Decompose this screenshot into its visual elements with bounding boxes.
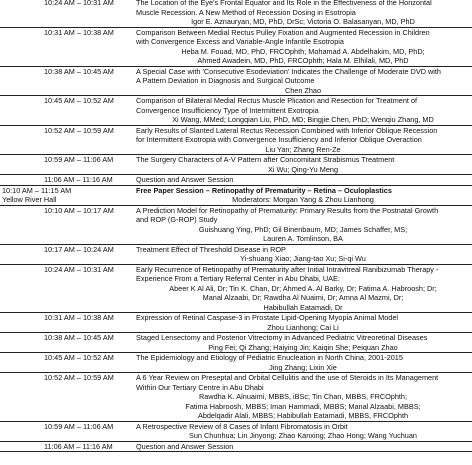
presentation-title: Staged Lensectomy and Posterior Vitrectomy in Advanced Pediatric Vitreoretinal Diseases [136, 333, 428, 342]
presentation [136, 313, 470, 332]
time-slot: 10:24 AM – 10:31 AM [44, 264, 114, 274]
authors: Zhou Lianhong; Cai Li [267, 322, 339, 332]
program-row [0, 206, 472, 245]
presentation-title: The Location of the Eye's Frontal Equator and Its Role in the Effectiveness of the Horizontal Muscle Recession. A New Method of Recession Dosing in Esotropia [136, 0, 432, 17]
presentation-title: Question and Answer Session [136, 441, 234, 451]
presentation [136, 96, 470, 125]
program-row [0, 245, 472, 265]
time-slot: 10:17 AM – 10:24 AM [44, 244, 114, 254]
presentation-title: Question and Answer Session [136, 175, 234, 184]
program-row [0, 422, 472, 442]
presentation-title: Expression of Retinal Caspase-3 in Prostate Lipid-Opening Myopia Animal Model [136, 313, 399, 322]
time-slot: 10:24 AM – 10:31 AM [44, 0, 114, 7]
program-row [0, 353, 472, 373]
presentation-title: The Surgery Characters of A-V Pattern after Concomitant Strabismus Treatment [136, 155, 395, 164]
presentation-title: A Special Case with 'Consecutive Esodeviation' Indicates the Challenge of Moderate DVD with A Pattern Deviation in Diagnosis and Surgical Outcome [136, 66, 441, 85]
time-slot: 10:45 AM – 10:52 AM [44, 353, 114, 362]
time-slot: 10:10 AM – 11:15 AM [2, 185, 72, 195]
presentation [136, 373, 470, 421]
presentation [136, 67, 470, 96]
program-row [0, 333, 472, 353]
presentation [136, 175, 470, 185]
presentation-title: Comparison of Bilateral Medial Rectus Muscle Plication and Resection for Treatment of Convergence Insufficiency Type of Intermittent Exotropia [136, 96, 418, 115]
presentation [136, 442, 470, 452]
presentation [136, 245, 470, 264]
authors: Sun Chunhua; Lin Jinyong; Zhao Kanxing; Zhao Hong; Wang Yuchuan [189, 431, 417, 440]
time-slot: 10:10 AM – 10:17 AM [44, 205, 114, 215]
presentation [136, 126, 470, 155]
time-slot: 10:59 AM – 11:06 AM [44, 421, 114, 431]
authors: Liu Yan; Zhang Ren-Ze [265, 144, 341, 154]
authors: Guishuang Ying, PhD; Gil Binenbaum, MD; James Schaffer, MS; Lauren A. Tomlinson, BA [198, 224, 408, 243]
program-row [0, 28, 472, 67]
program-row [0, 265, 472, 314]
authors: Jing Zhang; Lixin Xie [269, 362, 337, 372]
presentation [136, 28, 470, 66]
time-slot: 10:38 AM – 10:45 AM [44, 333, 114, 342]
authors: Xi Wang, MMed; Longqian Liu, PhD, MD; Bingjie Chen, PhD; Wenqiu Zhang, MD [172, 115, 434, 124]
presentation [136, 206, 470, 244]
program-row [0, 155, 472, 175]
presentation-title: A 6 Year Review on Preseptal and Orbital Cellulitis and the use of Steroids in Its Management Within Our Tertiary Centre in Abu Dhabi [136, 373, 439, 392]
program-row [0, 442, 472, 453]
time-slot: 10:31 AM – 10:38 AM [44, 313, 114, 322]
time-slot: 11:06 AM – 11:16 AM [44, 441, 113, 451]
program-row [0, 175, 472, 186]
time-slot: 10:31 AM – 10:38 AM [44, 27, 114, 37]
time-slot: 10:52 AM – 10:59 AM [44, 125, 114, 135]
authors: Igor E. Aznauryan, MD, PhD, DrSc; Victoria O. Balasanyan, MD, PhD [191, 17, 415, 26]
authors: Heba M. Fouad, MD, PhD, FRCOphth; Mohamad A. Abdelhakim, MD, PhD; Ahmed Awadein, MD, PhD, FRCOphth; Hala M. Elhilali, MD, PhD [181, 46, 425, 65]
authors: Ping Fei; Qi Zhang; Haiying Jin; Kaiqin She; Peiquan Zhao [208, 342, 398, 352]
program-row [0, 0, 472, 28]
authors: Yi-shuang Xiao; Jiang-tao Xu; Si-qi Wu [240, 254, 366, 263]
program-row [0, 96, 472, 126]
presentation-title: The Epidemiology and Etiology of Pediatric Enucleation in North China, 2001-2015 [136, 353, 403, 362]
authors: Chen Zhao [284, 85, 322, 95]
presentation [136, 265, 470, 313]
program-row [0, 67, 472, 97]
presentation-title: Early Results of Slanted Lateral Rectus Recession Combined with Inferior Oblique Recession for Intermittent Exotropia with Convergence Insufficiency and Inferior Oblique Overaction [136, 125, 438, 144]
time-slot: 10:59 AM – 11:06 AM [44, 155, 114, 164]
presentation-title: A Retrospective Review of 8 Cases of Infant Fibromatosis in Orbit [136, 421, 348, 431]
venue: Yellow River Hall [2, 194, 57, 204]
time-slot: 10:38 AM – 10:45 AM [44, 66, 114, 76]
presentation-title: A Prediction Model for Retinopathy of Prematurity: Primary Results from the Postnatal Growth and ROP (G-ROP) Study [136, 205, 439, 224]
moderators: Moderators: Morgan Yang & Zhou Lianhong [232, 195, 374, 204]
presentation [136, 0, 470, 27]
session-header-row [0, 186, 472, 206]
authors: Xi Wu; Qing-Yu Meng [267, 164, 339, 174]
session-title: Free Paper Session – Retinopathy of Prematurity – Retina – Oculoplastics [136, 185, 392, 195]
authors: Abeer K Al Ali, Dr; Tin K. Chan, Dr; Ahmed A. Al Barky, Dr; Fatima A. Habroosh; Dr; Manal Alzaabi, Dr; Rawdha Al Nuaimi, Dr; Amna Al Mazmi, Dr; Habibullah Eatamadi, Dr [169, 283, 437, 312]
program-row [0, 373, 472, 422]
program-row [0, 126, 472, 156]
presentation [136, 186, 470, 205]
presentation [136, 333, 470, 352]
presentation-title: Comparison Between Medial Rectus Pulley Fixation and Augmented Recession in Children with Convergence Excess and Variable-Angle Infantile Esotropia [136, 27, 430, 46]
program-row [0, 313, 472, 333]
presentation [136, 422, 470, 441]
time-slot: 10:52 AM – 10:59 AM [44, 373, 114, 382]
presentation [136, 353, 470, 372]
presentation-title: Early Recurrence of Retinopathy of Prematurity after Initial Intravitreal Ranibizumab Therapy - Experience From a Tertiary Referral Center in Abu Dhabi, UAE: [136, 264, 439, 283]
presentation-title: Treatment Effect of Threshold Disease in ROP [136, 244, 286, 254]
presentation [136, 155, 470, 174]
authors: Rawdha K. Alnuaimi, MBBS, iBSc; Tin Chan, MBBS, FRCOphth; Fatima Habroosh, MBBS; Iman Hammadi, MBBS; Manal Alzaabi, MBBS; Abdelqadir Alali, MBBS; Habibullah Eatamadi, MBBS, FRCOphth [185, 392, 421, 420]
time-slot: 10:45 AM – 10:52 AM [44, 96, 114, 105]
time-slot: 11:06 AM – 11:16 AM [44, 175, 113, 184]
